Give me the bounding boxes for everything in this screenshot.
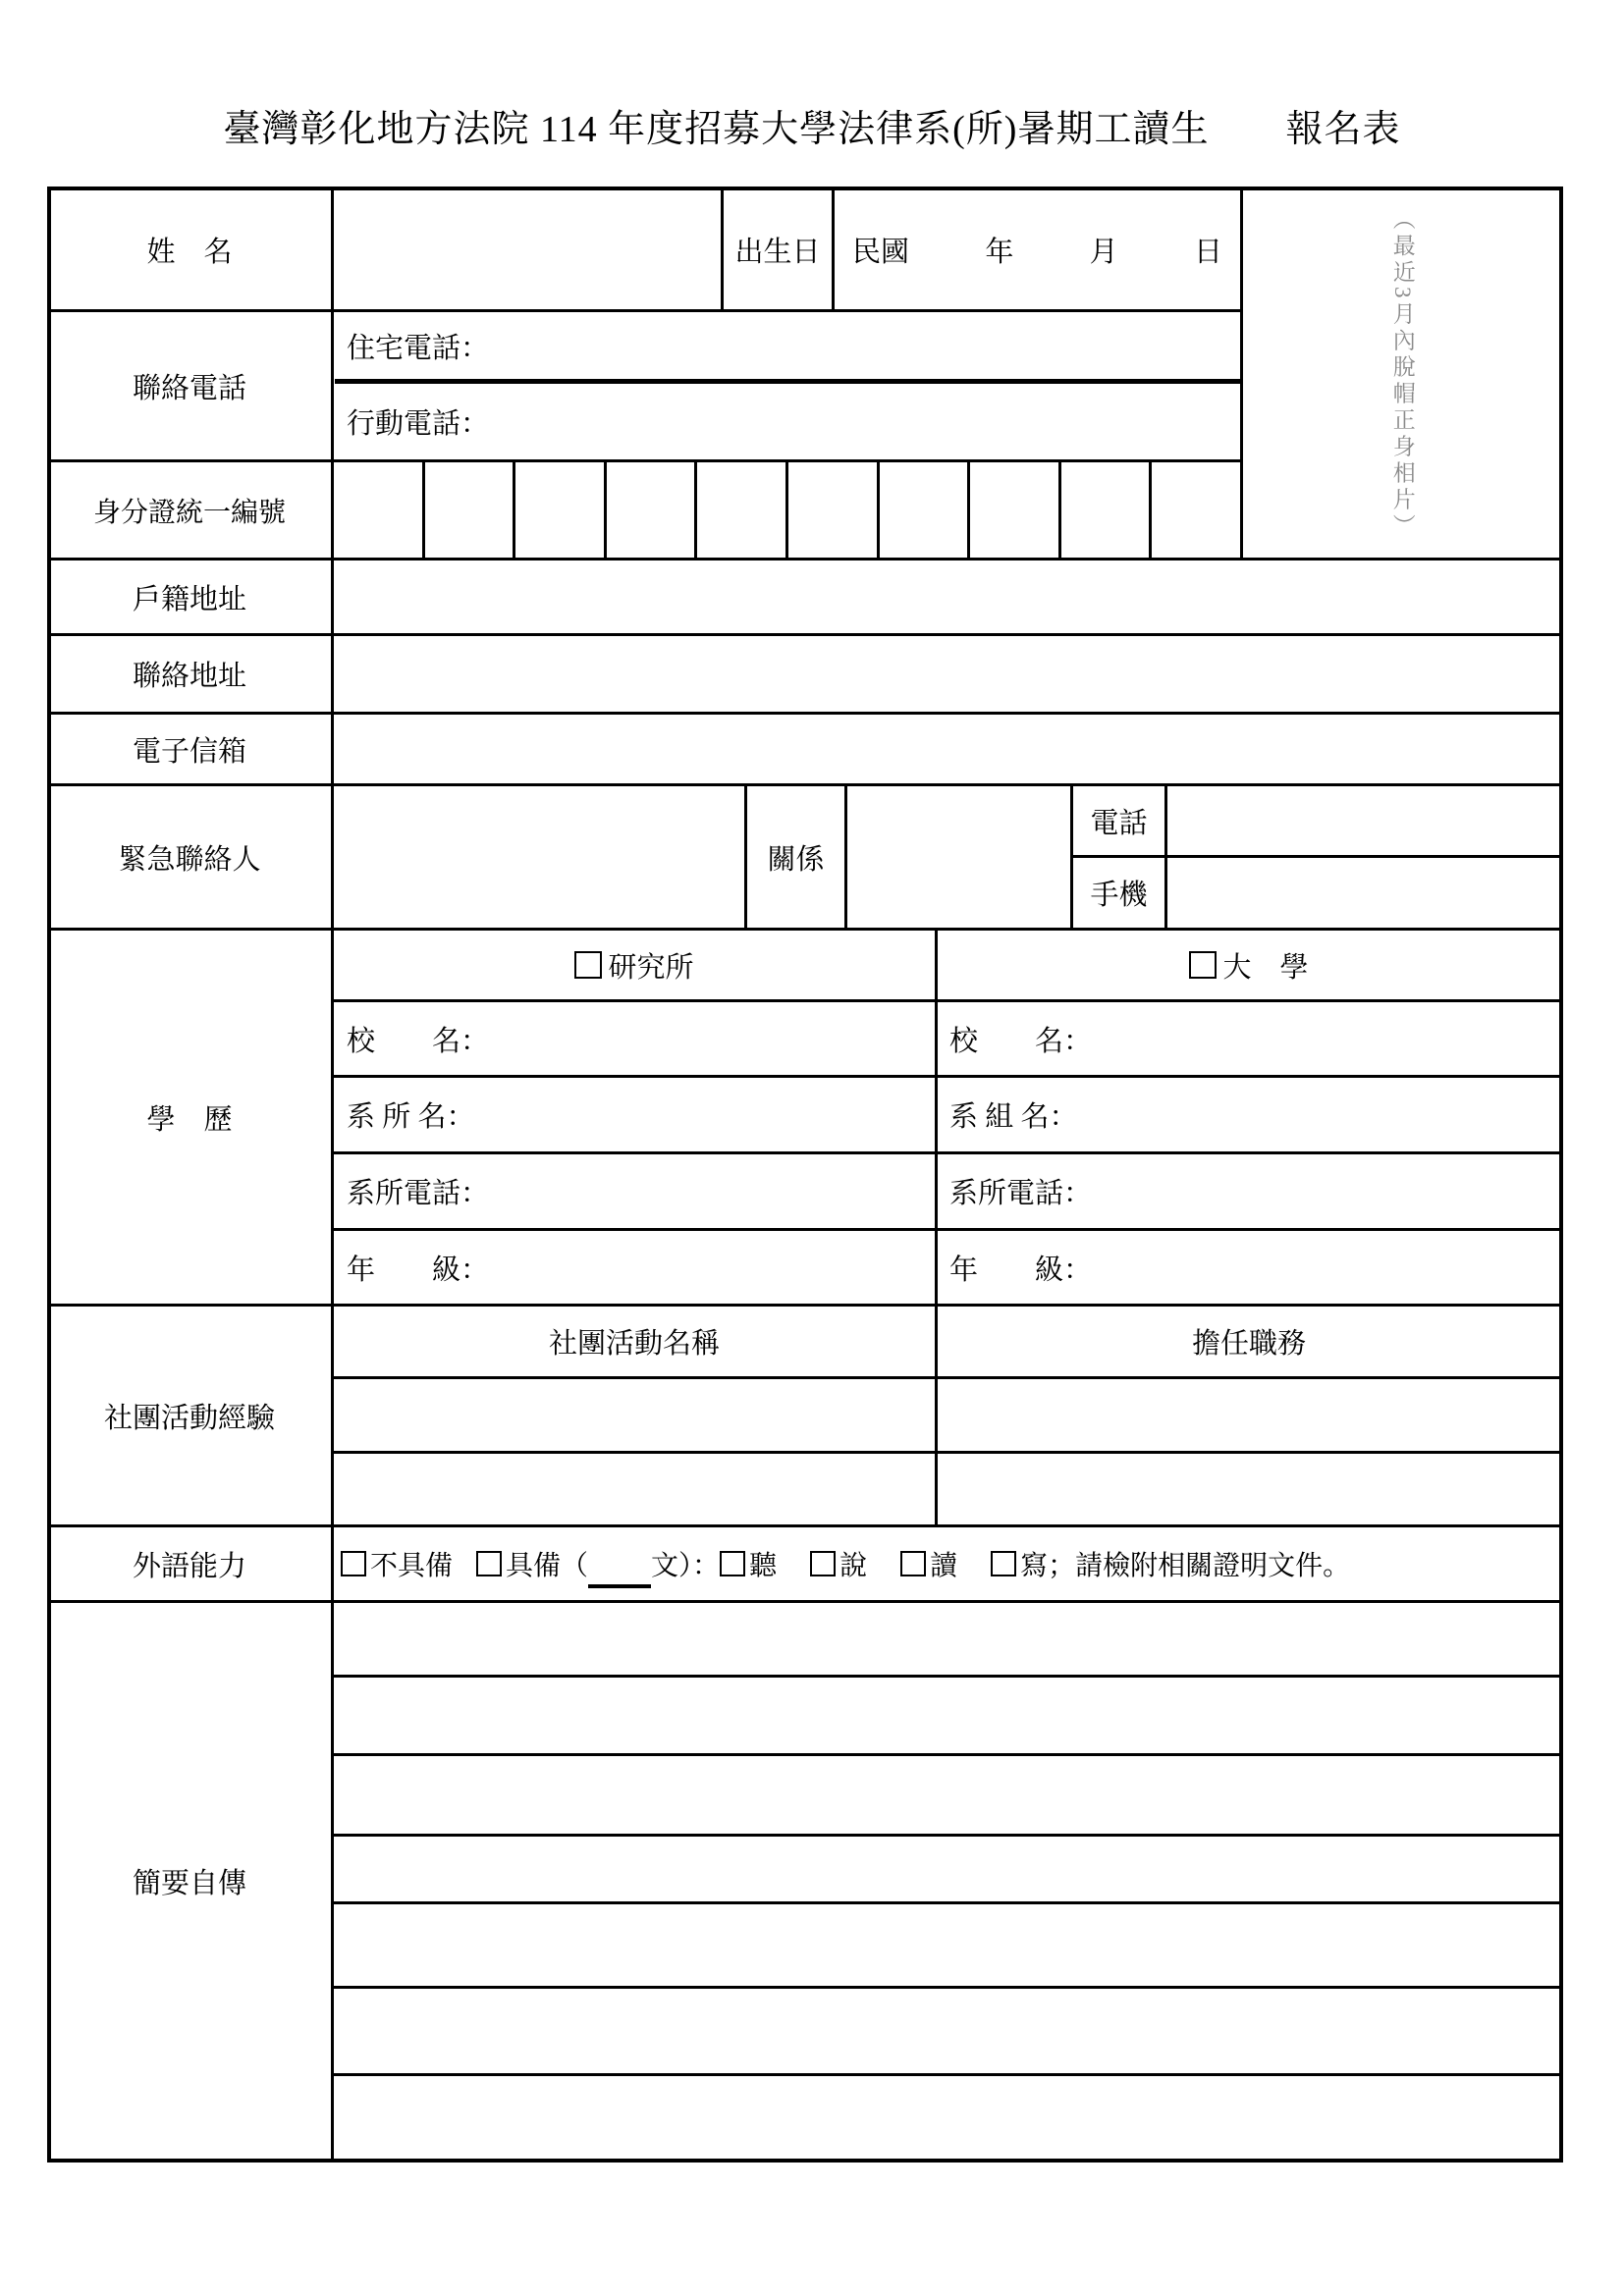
emergency-mobile-label: 手機 [1090, 880, 1148, 911]
email-label: 電子信箱 [132, 735, 246, 768]
university-header [938, 931, 1560, 999]
graduate-dept-phone-label: 系所電話： [347, 1178, 490, 1209]
id-digit-cell-4[interactable] [604, 462, 694, 558]
language-section-label: 外語能力 [132, 1550, 246, 1582]
contact-address-label: 聯絡地址 [132, 661, 246, 692]
emergency-relation-input-cell[interactable] [848, 786, 1067, 928]
graduate-school-header [334, 931, 935, 999]
autobiography-row-7[interactable] [335, 2076, 1560, 2160]
emergency-phone-input-cell[interactable] [1168, 786, 1560, 855]
id-digit-cell-2[interactable] [422, 462, 513, 558]
emergency-relation-label: 關係 [767, 843, 825, 876]
birth-era-label: 民國 [852, 237, 910, 268]
language-write-label: 寫 [1020, 1551, 1049, 1581]
home-phone-input-row[interactable] [335, 312, 1240, 379]
email-input-cell[interactable] [335, 715, 1560, 783]
id-digit-cell-9[interactable] [1058, 462, 1149, 558]
autobiography-row-3[interactable] [335, 1756, 1560, 1834]
university-dept-label: 系 組 名： [949, 1101, 1078, 1133]
club-section-label: 社團活動經驗 [103, 1402, 275, 1434]
university-grade-label: 年 級： [949, 1254, 1093, 1286]
university-dept-phone-input-row[interactable] [938, 1154, 1560, 1228]
university-school-name-label: 校 名： [949, 1025, 1093, 1057]
language-options-row [335, 1527, 1560, 1600]
birth-year-label: 年 [985, 237, 1014, 268]
registered-address-input-cell[interactable] [335, 561, 1560, 633]
club-role-header: 擔任職務 [1191, 1328, 1306, 1360]
id-digit-cell-10[interactable] [1149, 462, 1240, 558]
mobile-phone-input-row[interactable] [335, 384, 1240, 459]
education-section-label: 學 歷 [146, 1103, 233, 1136]
id-digit-cell-1[interactable] [334, 462, 422, 558]
birth-date-label: 出生日 [734, 237, 821, 268]
emergency-contact-label: 緊急聯絡人 [118, 843, 261, 876]
name-input-cell[interactable] [335, 190, 718, 309]
university-header-label: 大 學 [1222, 951, 1309, 984]
graduate-school-name-input-row[interactable] [335, 1002, 935, 1075]
graduate-dept-phone-input-row[interactable] [335, 1154, 935, 1228]
language-note: ；請檢附相關證明文件。 [1048, 1551, 1351, 1581]
graduate-checkbox[interactable] [574, 951, 602, 979]
language-write-checkbox[interactable] [991, 1551, 1016, 1576]
university-checkbox[interactable] [1189, 951, 1217, 979]
club-role-input-cell-2[interactable] [938, 1454, 1558, 1524]
photo-box [1243, 190, 1561, 558]
language-none-checkbox[interactable] [341, 1551, 366, 1576]
grid-line [844, 783, 847, 928]
graduate-grade-input-row[interactable] [335, 1231, 935, 1304]
graduate-dept-label: 系 所 名： [347, 1101, 475, 1133]
name-label: 姓 名 [146, 237, 233, 268]
graduate-school-name-label: 校 名： [347, 1025, 490, 1057]
university-dept-phone-label: 系所電話： [949, 1178, 1093, 1209]
autobiography-row-2[interactable] [335, 1678, 1560, 1753]
club-role-input-cell-1[interactable] [938, 1379, 1558, 1451]
language-have-suffix: 文）： [651, 1551, 721, 1581]
autobiography-section-label: 簡要自傳 [132, 1868, 246, 1899]
emergency-name-input-cell[interactable] [335, 786, 741, 928]
contact-address-input-cell[interactable] [335, 636, 1560, 712]
form-title: 臺灣彰化地方法院 114 年度招募大學法律系(所)暑期工讀生 報名表 [223, 109, 1401, 150]
language-listen-checkbox[interactable] [720, 1551, 745, 1576]
language-listen-label: 聽 [749, 1551, 778, 1581]
emergency-mobile-input-cell[interactable] [1168, 858, 1560, 928]
language-speak-checkbox[interactable] [810, 1551, 836, 1576]
mobile-phone-label: 行動電話： [347, 408, 490, 440]
autobiography-row-6[interactable] [335, 1989, 1560, 2073]
club-activity-input-cell-1[interactable] [335, 1379, 932, 1451]
id-number-label: 身分證統一編號 [92, 497, 286, 528]
home-phone-label: 住宅電話： [347, 332, 490, 364]
language-read-label: 讀 [930, 1551, 958, 1581]
id-digit-cell-3[interactable] [513, 462, 604, 558]
id-digit-cell-7[interactable] [877, 462, 967, 558]
university-dept-input-row[interactable] [938, 1078, 1560, 1151]
birth-date-input-cell[interactable] [835, 190, 1240, 309]
photo-instructions: （最近3月內脫帽正身相片） [1389, 207, 1415, 541]
language-name-blank[interactable] [588, 1551, 651, 1588]
id-digit-cell-6[interactable] [785, 462, 877, 558]
grid-line [1164, 783, 1167, 928]
university-school-name-input-row[interactable] [938, 1002, 1560, 1075]
language-have-checkbox[interactable] [476, 1551, 502, 1576]
registered-address-label: 戶籍地址 [132, 583, 246, 615]
language-none-label: 不具備 [370, 1551, 454, 1581]
birth-month-label: 月 [1089, 237, 1118, 268]
club-activity-header: 社團活動名稱 [548, 1328, 720, 1360]
graduate-dept-input-row[interactable] [335, 1078, 935, 1151]
autobiography-row-1[interactable] [335, 1603, 1560, 1675]
id-digit-cell-8[interactable] [967, 462, 1058, 558]
graduate-header-label: 研究所 [608, 951, 694, 984]
language-speak-label: 說 [839, 1551, 868, 1581]
contact-phone-label: 聯絡電話 [132, 372, 246, 404]
language-have-label: 具備（ [506, 1551, 589, 1581]
club-activity-input-cell-2[interactable] [335, 1454, 932, 1524]
id-digit-cell-5[interactable] [694, 462, 785, 558]
graduate-grade-label: 年 級： [347, 1254, 490, 1286]
university-grade-input-row[interactable] [938, 1231, 1560, 1304]
language-read-checkbox[interactable] [900, 1551, 926, 1576]
birth-day-label: 日 [1193, 237, 1222, 268]
autobiography-row-4[interactable] [335, 1837, 1560, 1901]
autobiography-row-5[interactable] [335, 1904, 1560, 1986]
emergency-phone-label: 電話 [1090, 807, 1148, 839]
